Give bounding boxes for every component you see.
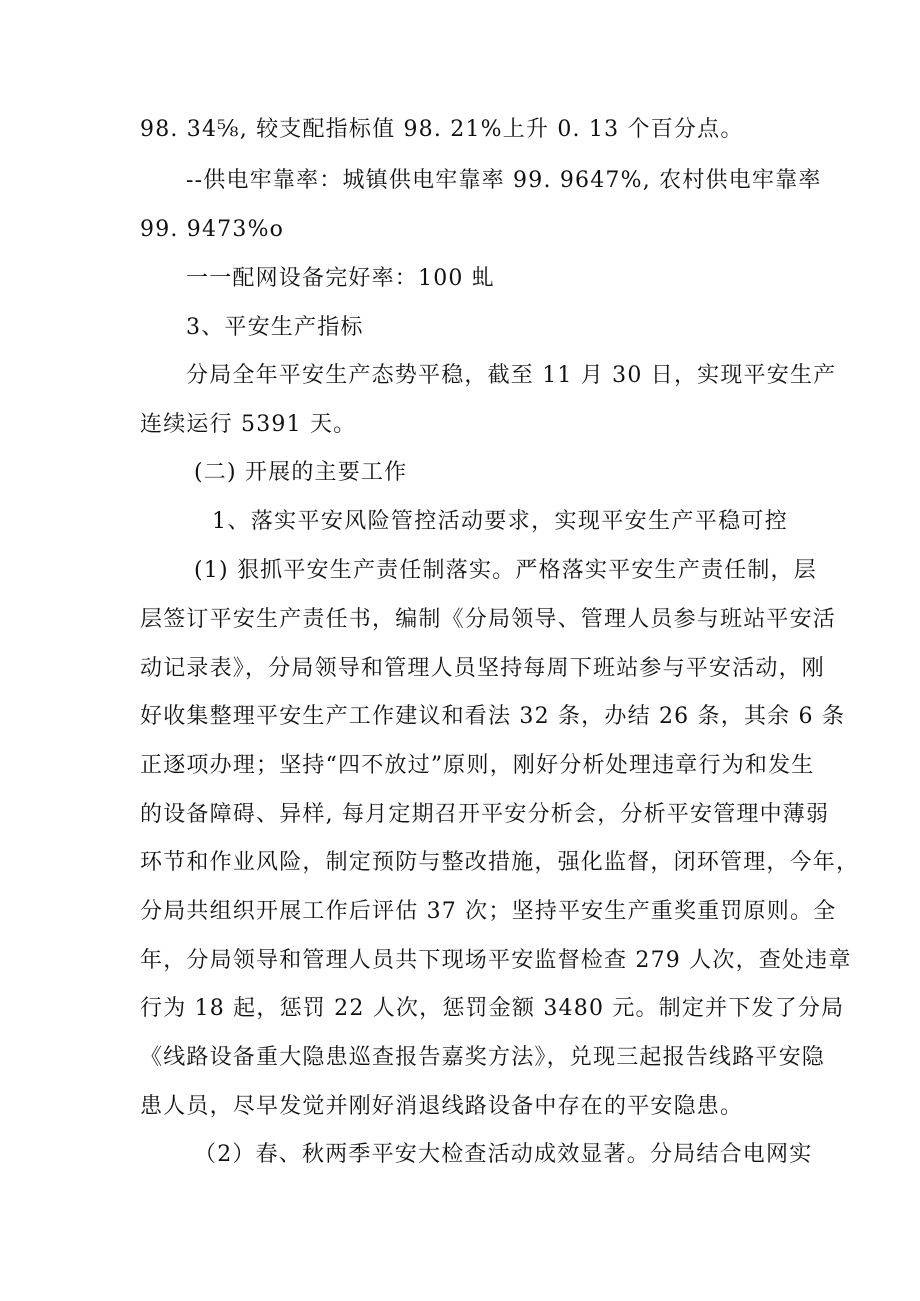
text-line-19: 行为 18 起，惩罚 22 人次，惩罚金额 3480 元。制定并下发了分局 bbox=[140, 996, 845, 1021]
text-line-22: （2）春、秋两季平安大检查活动成效显著。分局结合电网实 bbox=[194, 1142, 813, 1167]
text-line-13: 好收集整理平安生产工作建议和看法 32 条，办结 26 条，其余 6 条 bbox=[140, 704, 846, 729]
text-line-1: 98. 34⅝, 较支配指标值 98. 21%上升 0. 13 个百分点。 bbox=[140, 117, 744, 142]
text-line-10: (1) 狠抓平安生产责任制落实。严格落实平安生产责任制，层 bbox=[194, 558, 817, 583]
text-line-3: 99. 9473%o bbox=[140, 217, 285, 242]
section-heading-3: 3、平安生产指标 bbox=[186, 315, 364, 340]
text-line-16: 环节和作业风险，制定预防与整改措施，强化监督，闭环管理，今年， bbox=[140, 850, 860, 875]
text-line-15: 的设备障碍、异样, 每月定期召开平安分析会，分析平安管理中薄弱 bbox=[140, 802, 830, 827]
text-line-17: 分局共组织开展工作后评估 37 次；坚持平安生产重奖重罚原则。全 bbox=[140, 899, 837, 924]
text-line-4: 一一配网设备完好率：100 虬 bbox=[186, 266, 495, 291]
subsection-heading-1: 1、落实平安风险管控活动要求，实现平安生产平稳可控 bbox=[212, 509, 788, 534]
text-line-2: --供电牢靠率：城镇供电牢靠率 99. 9647%, 农村供电牢靠率 bbox=[186, 168, 822, 193]
text-line-11: 层签订平安生产责任书，编制《分局领导、管理人员参与班站平安活 bbox=[140, 607, 837, 632]
section-heading-2: (二) 开展的主要工作 bbox=[194, 460, 408, 485]
text-line-7: 连续运行 5391 天。 bbox=[140, 412, 357, 437]
text-line-6: 分局全年平安生产态势平稳，截至 11 月 30 日，实现平安生产 bbox=[186, 363, 837, 388]
text-line-21: 患人员，尽早发觉并刚好消退线路设备中存在的平安隐患。 bbox=[140, 1094, 744, 1119]
text-line-18: 年，分局领导和管理人员共下现场平安监督检查 279 人次，查处违章 bbox=[140, 948, 852, 973]
text-line-14: 正逐项办理；坚持“四不放过”原则，刚好分析处理违章行为和发生 bbox=[140, 753, 815, 778]
text-line-12: 动记录表》，分局领导和管理人员坚持每周下班站参与平安活动，刚 bbox=[140, 656, 826, 681]
text-line-20: 《线路设备重大隐患巡查报告嘉奖方法》，兑现三起报告线路平安隐 bbox=[140, 1045, 826, 1070]
